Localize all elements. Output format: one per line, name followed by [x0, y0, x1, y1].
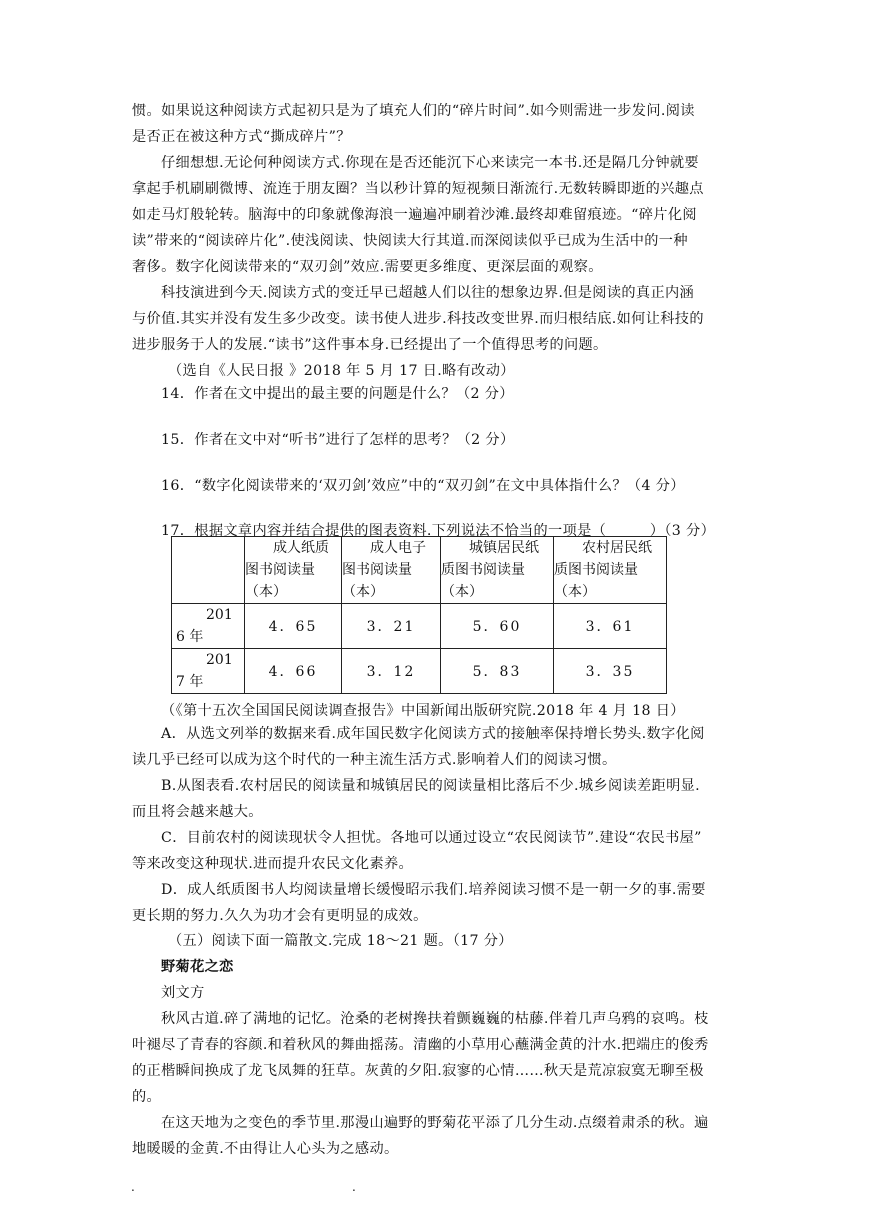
essay-line: 叶褪尽了青春的容颜.和着秋风的舞曲摇荡。清幽的小草用心蘸满金黄的汁水.把端庄的俊秀 [132, 1037, 709, 1053]
essay-line: 在这天地为之变色的季节里.那漫山遍野的野菊花平添了几分生动.点缀着肃杀的秋。遍 [161, 1115, 709, 1131]
source-citation: （选自《人民日报 》2018 年 5 月 17 日.略有改动） [168, 363, 515, 379]
table-corner-cell [172, 537, 245, 604]
value-cell: 5．60 [441, 604, 554, 649]
value-cell: 3．12 [342, 649, 441, 694]
paragraph-line: 仔细想想.无论何种阅读方式.你现在是否还能沉下心来读完一本书.还是隔几分钟就要 [161, 155, 699, 171]
paragraph-line: 进步服务于人的发展.“读书”这件事本身.已经提出了一个值得思考的问题。 [132, 337, 608, 353]
question-14: 14．作者在文中提出的最主要的问题是什么？（2 分） [161, 386, 514, 402]
option-d-line: D．成人纸质图书人均阅读量增长缓慢昭示我们.培养阅读习惯不是一朝一夕的事.需要 [161, 882, 706, 898]
paragraph-line: 是否正在被这种方式“撕成碎片”？ [132, 129, 351, 145]
essay-title: 野菊花之恋 [161, 959, 234, 975]
reading-data-table [171, 536, 667, 694]
value-cell: 4．65 [245, 604, 342, 649]
question-17: 17．根据文章内容并结合提供的图表资料.下列说法不恰当的一项是（ ）（3 分） [161, 523, 716, 539]
essay-author: 刘文方 [161, 985, 205, 1001]
table-header-cell: 成人电子 图书阅读量 （本） [342, 537, 441, 604]
table-header-row [172, 537, 667, 604]
paragraph-line: 奢侈。数字化阅读带来的“双刃剑”效应.需要更多维度、更深层面的观察。 [132, 259, 603, 275]
option-b-line: 而且将会越来越大。 [132, 804, 263, 820]
option-d-line: 更长期的努力.久久为功才会有更明显的成效。 [132, 908, 428, 924]
paragraph-line: 与价值.其实并没有发生多少改变。读书使人进步.科技改变世界.而归根结底.如何让科技的 [132, 311, 704, 327]
table-row [172, 649, 667, 694]
table-header-cell: 城镇居民纸 质图书阅读量 （本） [441, 537, 554, 604]
essay-line: 的正楷瞬间换成了龙飞凤舞的狂草。灰黄的夕阳.寂寥的心情……秋天是荒凉寂寞无聊至极 [132, 1063, 704, 1079]
value-cell: 3．61 [554, 604, 667, 649]
table-source: （《第十五次全国国民阅读调查报告》中国新闻出版研究院.2018 年 4 月 18 日） [161, 703, 685, 719]
question-15: 15．作者在文中对“听书”进行了怎样的思考？（2 分） [161, 432, 515, 448]
paragraph-line: 惯。如果说这种阅读方式起初只是为了填充人们的“碎片时间”.如今则需进一步发问.阅读 [132, 103, 695, 119]
essay-line: 秋风古道.碎了满地的记忆。沧桑的老树搀扶着颤巍巍的枯藤.伴着几声乌鸦的哀鸣。枝 [161, 1011, 709, 1027]
essay-line: 的。 [132, 1089, 162, 1105]
footer-dot: . [352, 1180, 356, 1194]
paragraph-line: 读”带来的“阅读碎片化”.使浅阅读、快阅读大行其道.而深阅读似乎已成为生活中的一种 [132, 233, 688, 249]
option-b-line: B.从图表看.农村居民的阅读量和城镇居民的阅读量相比落后不少.城乡阅读差距明显. [161, 778, 701, 794]
value-cell: 4．66 [245, 649, 342, 694]
value-cell: 3．35 [554, 649, 667, 694]
table-header-cell: 成人纸质 图书阅读量 （本） [245, 537, 342, 604]
value-cell: 5．83 [441, 649, 554, 694]
table-header-cell: 农村居民纸 质图书阅读量 （本） [554, 537, 667, 604]
option-a-line: 读几乎已经可以成为这个时代的一种主流生活方式.影响着人们的阅读习惯。 [132, 752, 617, 768]
section-intro: （五）阅读下面一篇散文.完成 18～21 题。（17 分） [168, 933, 513, 949]
value-cell: 3．21 [342, 604, 441, 649]
option-c-line: 等来改变这种现状.进而提升农民文化素养。 [132, 856, 414, 872]
paragraph-line: 科技演进到今天.阅读方式的变迁早已超越人们以往的想象边界.但是阅读的真正内涵 [161, 285, 695, 301]
option-a-line: A．从选文列举的数据来看.成年国民数字化阅读方式的接触率保持增长势头.数字化阅 [161, 726, 705, 742]
question-16: 16．“数字化阅读带来的‘双刃剑’效应”中的“双刃剑”在文中具体指什么？（4 分） [161, 478, 685, 494]
year-cell: 201 6 年 [172, 604, 245, 649]
paragraph-line: 拿起手机刷刷微博、流连于朋友圈？当以秒计算的短视频日渐流行.无数转瞬即逝的兴趣点 [132, 181, 704, 197]
year-cell: 201 7 年 [172, 649, 245, 694]
essay-line: 地暖暖的金黄.不由得让人心头为之感动。 [132, 1141, 399, 1157]
footer-dot: . [131, 1180, 135, 1194]
paragraph-line: 如走马灯般轮转。脑海中的印象就像海浪一遍遍冲刷着沙滩.最终却难留痕迹。“碎片化阅 [132, 207, 697, 223]
option-c-line: C．目前农村的阅读现状令人担忧。各地可以通过设立“农民阅读节”.建设“农民书屋” [161, 830, 702, 846]
table-row [172, 604, 667, 649]
